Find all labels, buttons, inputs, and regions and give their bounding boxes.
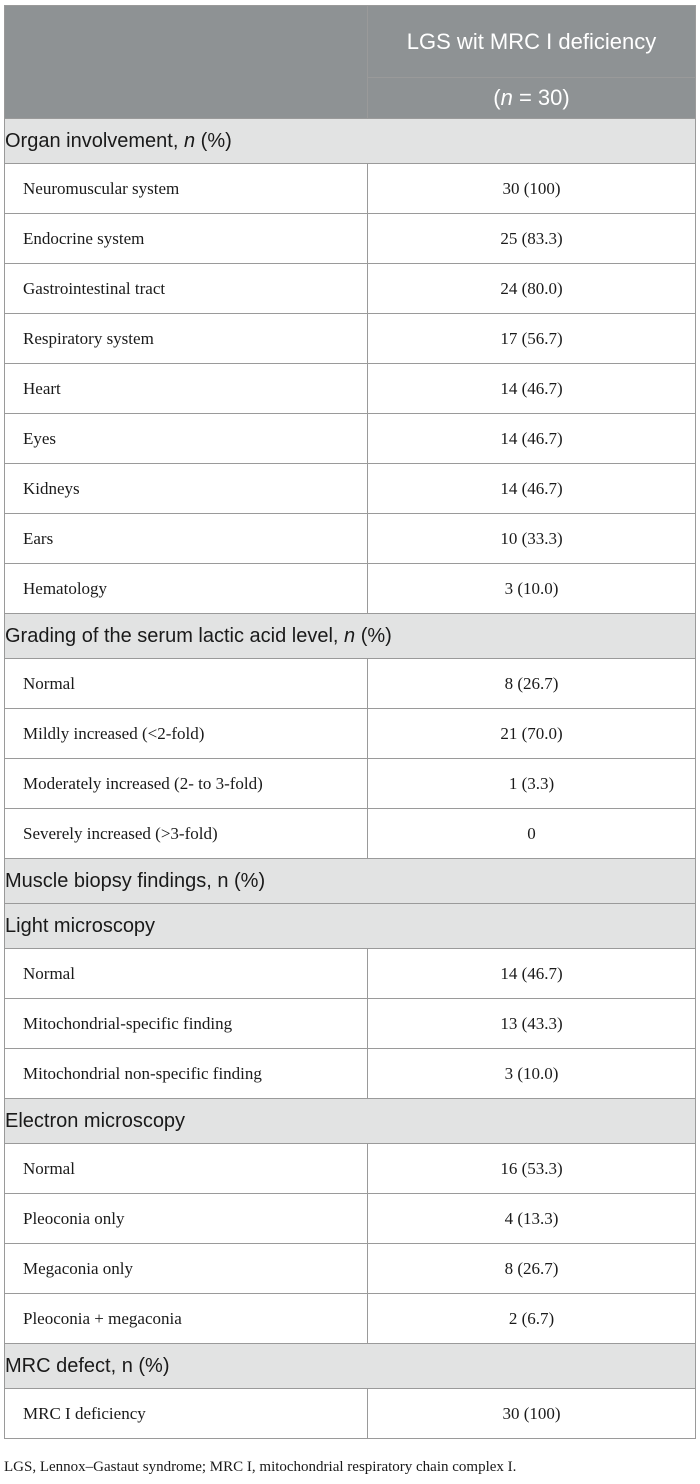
table-row xyxy=(5,949,696,999)
section-title-text: MRC defect, n (%) xyxy=(5,1354,170,1377)
row-value: 16 (53.3) xyxy=(368,1144,696,1194)
row-label: Moderately increased (2- to 3-fold) xyxy=(5,759,368,809)
row-label: Mildly increased (<2-fold) xyxy=(5,709,368,759)
table-row xyxy=(5,659,696,709)
section-header-row xyxy=(5,1099,696,1144)
table-row xyxy=(5,1194,696,1244)
table-row xyxy=(5,809,696,859)
section-header-row xyxy=(5,859,696,904)
row-label: Normal xyxy=(5,949,368,999)
table-row xyxy=(5,364,696,414)
row-value: 30 (100) xyxy=(368,1389,696,1439)
row-value: 8 (26.7) xyxy=(368,659,696,709)
column-header-title: LGS wit MRC I deficiency xyxy=(368,6,696,78)
row-value: 14 (46.7) xyxy=(368,464,696,514)
n-prefix: ( xyxy=(493,85,501,110)
row-value: 2 (6.7) xyxy=(368,1294,696,1344)
row-label: Endocrine system xyxy=(5,214,368,264)
section-title-suffix: (%) xyxy=(195,129,232,152)
table-body xyxy=(5,119,696,1439)
row-value: 24 (80.0) xyxy=(368,264,696,314)
table-row xyxy=(5,999,696,1049)
section-title-text: Organ involvement, xyxy=(5,129,184,152)
section-title-text: Grading of the serum lactic acid level, xyxy=(5,624,345,647)
table-row xyxy=(5,759,696,809)
row-label: Normal xyxy=(5,1144,368,1194)
table-row xyxy=(5,564,696,614)
row-label: Megaconia only xyxy=(5,1244,368,1294)
table-row xyxy=(5,1244,696,1294)
table-row xyxy=(5,164,696,214)
section-title-text: Light microscopy xyxy=(5,914,156,937)
row-value: 1 (3.3) xyxy=(368,759,696,809)
row-value: 17 (56.7) xyxy=(368,314,696,364)
row-label: MRC I deficiency xyxy=(5,1389,368,1439)
row-label: Normal xyxy=(5,659,368,709)
section-title xyxy=(5,119,696,164)
row-label: Gastrointestinal tract xyxy=(5,264,368,314)
row-value: 25 (83.3) xyxy=(368,214,696,264)
table-row xyxy=(5,709,696,759)
header-empty-cell xyxy=(5,6,368,119)
table-footnote: LGS, Lennox–Gastaut syndrome; MRC I, mitochondrial respiratory chain complex I. xyxy=(4,1459,517,1475)
section-header-row xyxy=(5,1344,696,1389)
row-value: 10 (33.3) xyxy=(368,514,696,564)
table-row xyxy=(5,264,696,314)
row-label: Hematology xyxy=(5,564,368,614)
row-value: 14 (46.7) xyxy=(368,414,696,464)
table-row xyxy=(5,1389,696,1439)
row-value: 0 xyxy=(368,809,696,859)
section-header-row xyxy=(5,614,696,659)
row-label: Heart xyxy=(5,364,368,414)
section-title-text: Muscle biopsy findings, n (%) xyxy=(5,869,266,892)
table-row xyxy=(5,1294,696,1344)
column-header-n xyxy=(368,78,696,119)
row-label: Eyes xyxy=(5,414,368,464)
section-header-row xyxy=(5,119,696,164)
section-header-row xyxy=(5,904,696,949)
row-label: Severely increased (>3-fold) xyxy=(5,809,368,859)
section-title xyxy=(5,614,696,659)
table-row xyxy=(5,1049,696,1099)
table-row xyxy=(5,514,696,564)
row-label: Neuromuscular system xyxy=(5,164,368,214)
row-value: 4 (13.3) xyxy=(368,1194,696,1244)
table-row xyxy=(5,1144,696,1194)
row-label: Mitochondrial non-specific finding xyxy=(5,1049,368,1099)
row-value: 21 (70.0) xyxy=(368,709,696,759)
table-row xyxy=(5,414,696,464)
section-title xyxy=(5,859,696,904)
n-suffix: = 30) xyxy=(512,85,570,110)
row-value: 3 (10.0) xyxy=(368,564,696,614)
row-label: Mitochondrial-specific finding xyxy=(5,999,368,1049)
row-value: 8 (26.7) xyxy=(368,1244,696,1294)
row-label: Pleoconia + megaconia xyxy=(5,1294,368,1344)
table-row xyxy=(5,214,696,264)
row-value: 3 (10.0) xyxy=(368,1049,696,1099)
row-value: 14 (46.7) xyxy=(368,364,696,414)
section-title-italic: n xyxy=(183,129,196,152)
row-value: 14 (46.7) xyxy=(368,949,696,999)
section-title-text: Electron microscopy xyxy=(5,1109,186,1132)
table-row xyxy=(5,314,696,364)
row-label: Kidneys xyxy=(5,464,368,514)
table-row xyxy=(5,464,696,514)
row-label: Respiratory system xyxy=(5,314,368,364)
row-value: 30 (100) xyxy=(368,164,696,214)
data-table xyxy=(4,5,696,1439)
section-title-italic: n xyxy=(344,624,356,647)
row-label: Pleoconia only xyxy=(5,1194,368,1244)
n-variable: n xyxy=(500,85,513,110)
section-title xyxy=(5,1099,696,1144)
row-value: 13 (43.3) xyxy=(368,999,696,1049)
section-title-suffix: (%) xyxy=(355,624,392,647)
section-title xyxy=(5,904,696,949)
row-label: Ears xyxy=(5,514,368,564)
section-title xyxy=(5,1344,696,1389)
